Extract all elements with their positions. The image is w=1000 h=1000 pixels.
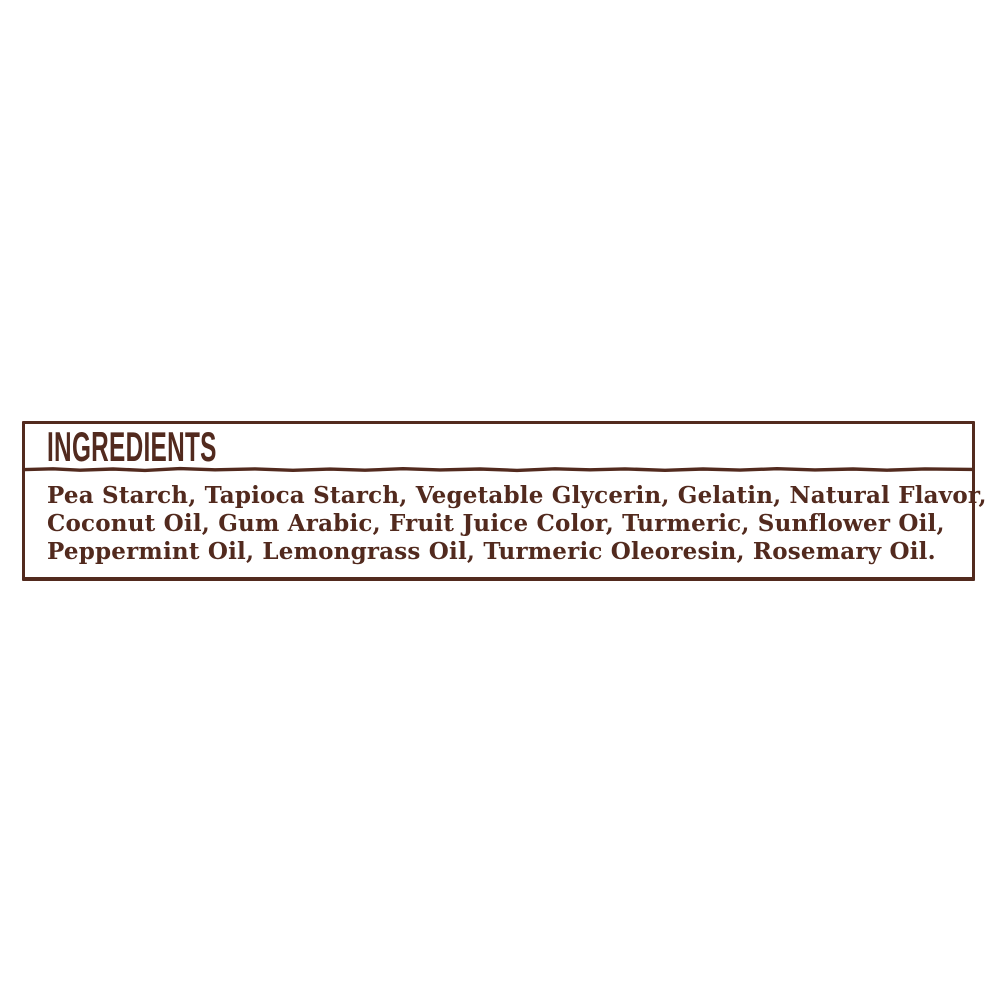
ingredients-line-3: Peppermint Oil, Lemongrass Oil, Turmeric Oleoresin, Rosemary Oil. [47,538,936,565]
ingredients-line-1: Pea Starch, Tapioca Starch, Vegetable Glycerin, Gelatin, Natural Flavor, [47,482,987,509]
ingredients-header [25,423,972,470]
ingredients-panel [22,421,987,581]
ingredients-statement [25,473,987,566]
ingredients-title: INGREDIENTS [47,423,217,470]
ingredients-line-2: Coconut Oil, Gum Arabic, Fruit Juice Color, Turmeric, Sunflower Oil, [47,510,945,537]
